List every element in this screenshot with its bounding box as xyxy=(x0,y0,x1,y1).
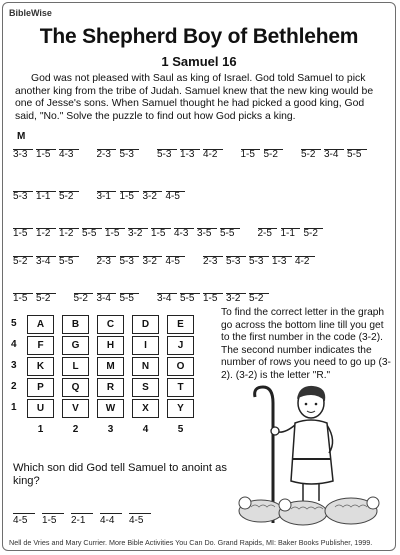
page-title: The Shepherd Boy of Bethlehem xyxy=(39,25,359,48)
puzzle-line xyxy=(11,210,391,240)
scripture-reference: 1 Samuel 16 xyxy=(161,54,237,69)
letter-code: 5-3 xyxy=(157,149,172,160)
grid-cell: F xyxy=(27,336,54,355)
grid-cell: O xyxy=(167,357,194,376)
letter-code: 5-5 xyxy=(119,293,134,304)
letter-code: 3-4 xyxy=(157,293,172,304)
letter-code: 3-1 xyxy=(96,191,111,202)
letter-code: 5-3 xyxy=(119,256,134,267)
row-number: 1 xyxy=(11,402,17,413)
grid-cell: S xyxy=(132,378,159,397)
grid-cell: J xyxy=(167,336,194,355)
puzzle-line xyxy=(11,131,391,161)
letter-code: 1-5 xyxy=(13,293,28,304)
letter-code: 5-5 xyxy=(220,228,235,239)
answer-code: 4-5 xyxy=(129,515,144,526)
letter-code: 1-1 xyxy=(36,191,51,202)
grid-cell: K xyxy=(27,357,54,376)
answer-line xyxy=(11,497,251,525)
letter-code: 5-5 xyxy=(180,293,195,304)
letter-code: 1-5 xyxy=(13,228,28,239)
row-number: 4 xyxy=(11,339,17,350)
grid-cell: U xyxy=(27,399,54,418)
row-number: 5 xyxy=(11,318,17,329)
letter-code: 1-5 xyxy=(119,191,134,202)
grid-cell: R xyxy=(97,378,124,397)
letter-code: 1-2 xyxy=(59,228,74,239)
row-number: 3 xyxy=(11,360,17,371)
answer-code: 1-5 xyxy=(42,515,57,526)
answer-code: 4-4 xyxy=(100,515,115,526)
puzzle-line xyxy=(11,238,391,268)
grid-cell: E xyxy=(167,315,194,334)
grid-cell: N xyxy=(132,357,159,376)
given-letter: M xyxy=(17,131,26,142)
grid-cell: Y xyxy=(167,399,194,418)
letter-code: 1-5 xyxy=(203,293,218,304)
letter-code: 3-4 xyxy=(36,256,51,267)
shepherd-boy-with-staff-and-sheep-icon xyxy=(233,373,391,531)
column-number: 3 xyxy=(107,424,114,435)
answer-blank[interactable] xyxy=(71,513,93,514)
answer-blank[interactable] xyxy=(13,513,35,514)
letter-code: 5-3 xyxy=(226,256,241,267)
letter-code: 1-5 xyxy=(240,149,255,160)
letter-code: 3-3 xyxy=(13,149,28,160)
letter-code: 3-5 xyxy=(197,228,212,239)
letter-code: 4-2 xyxy=(295,256,310,267)
brand-logo: BibleWise xyxy=(9,8,52,18)
answer-code: 4-5 xyxy=(13,515,28,526)
letter-code: 4-5 xyxy=(165,256,180,267)
letter-code: 1-5 xyxy=(105,228,120,239)
letter-code: 1-3 xyxy=(180,149,195,160)
letter-code: 4-2 xyxy=(203,149,218,160)
letter-code: 2-3 xyxy=(96,149,111,160)
grid-cell: A xyxy=(27,315,54,334)
grid-cell: I xyxy=(132,336,159,355)
grid-cell: T xyxy=(167,378,194,397)
grid-cell: B xyxy=(62,315,89,334)
letter-code: 3-4 xyxy=(324,149,339,160)
grid-cell: Q xyxy=(62,378,89,397)
grid-cell: C xyxy=(97,315,124,334)
letter-code: 2-3 xyxy=(96,256,111,267)
letter-code: 3-4 xyxy=(96,293,111,304)
letter-code: 5-2 xyxy=(59,191,74,202)
letter-code: 4-5 xyxy=(165,191,180,202)
letter-code: 1-1 xyxy=(280,228,295,239)
letter-code: 3-2 xyxy=(142,191,157,202)
grid-cell: P xyxy=(27,378,54,397)
letter-code: 5-5 xyxy=(59,256,74,267)
grid-cell: H xyxy=(97,336,124,355)
answer-blank[interactable] xyxy=(42,513,64,514)
row-number: 2 xyxy=(11,381,17,392)
letter-code: 2-3 xyxy=(203,256,218,267)
letter-code: 5-3 xyxy=(13,191,28,202)
column-number: 2 xyxy=(72,424,79,435)
grid-cell: X xyxy=(132,399,159,418)
grid-cell: V xyxy=(62,399,89,418)
letter-code: 5-2 xyxy=(36,293,51,304)
letter-code: 5-2 xyxy=(303,228,318,239)
letter-code: 5-5 xyxy=(82,228,97,239)
grid-cell: M xyxy=(97,357,124,376)
column-number: 1 xyxy=(37,424,44,435)
letter-code: 4-3 xyxy=(174,228,189,239)
grid-cell: W xyxy=(97,399,124,418)
answer-blank[interactable] xyxy=(100,513,122,514)
letter-code: 3-2 xyxy=(226,293,241,304)
letter-code: 1-3 xyxy=(272,256,287,267)
letter-code: 5-2 xyxy=(301,149,316,160)
grid-instructions: To find the correct letter in the graph go across the bottom line till you get to the first number in the code (3-2). The second number indicates the number of rows you need to go up (3-2). (3-2) is the letter "R." xyxy=(221,307,391,381)
answer-code: 2-1 xyxy=(71,515,86,526)
letter-code: 5-2 xyxy=(13,256,28,267)
intro-paragraph: God was not pleased with Saul as king of Israel. God told Samuel to pick another king from the tribe of Judah. Samuel knew that the new king would be one of Jesse's sons. When Samuel thought he had picked a good king, God said, "No." Solve the puzzle to find out how God picks a king. xyxy=(15,73,374,122)
answer-blank[interactable] xyxy=(129,513,151,514)
letter-code: 5-2 xyxy=(73,293,88,304)
letter-code: 5-3 xyxy=(249,256,264,267)
source-credit: Nell de Vries and Mary Currier. More Bible Activities You Can Do. Grand Rapids, MI: Baker Books Publisher, 1999. xyxy=(9,538,373,547)
letter-code: 4-3 xyxy=(59,149,74,160)
letter-code: 2-5 xyxy=(257,228,272,239)
column-number: 5 xyxy=(177,424,184,435)
letter-code: 3-2 xyxy=(142,256,157,267)
worksheet-page xyxy=(2,2,396,551)
question-text: Which son did God tell Samuel to anoint as king? xyxy=(13,462,227,487)
letter-code: 5-2 xyxy=(263,149,278,160)
letter-code: 1-5 xyxy=(151,228,166,239)
puzzle-line xyxy=(11,275,391,305)
letter-code: 5-3 xyxy=(119,149,134,160)
grid-cell: D xyxy=(132,315,159,334)
letter-code: 1-2 xyxy=(36,228,51,239)
letter-code: 5-5 xyxy=(347,149,362,160)
grid-cell: G xyxy=(62,336,89,355)
column-number: 4 xyxy=(142,424,149,435)
letter-code: 3-2 xyxy=(128,228,143,239)
letter-code: 5-2 xyxy=(249,293,264,304)
puzzle-line xyxy=(11,173,391,203)
letter-code: 1-5 xyxy=(36,149,51,160)
grid-cell: L xyxy=(62,357,89,376)
